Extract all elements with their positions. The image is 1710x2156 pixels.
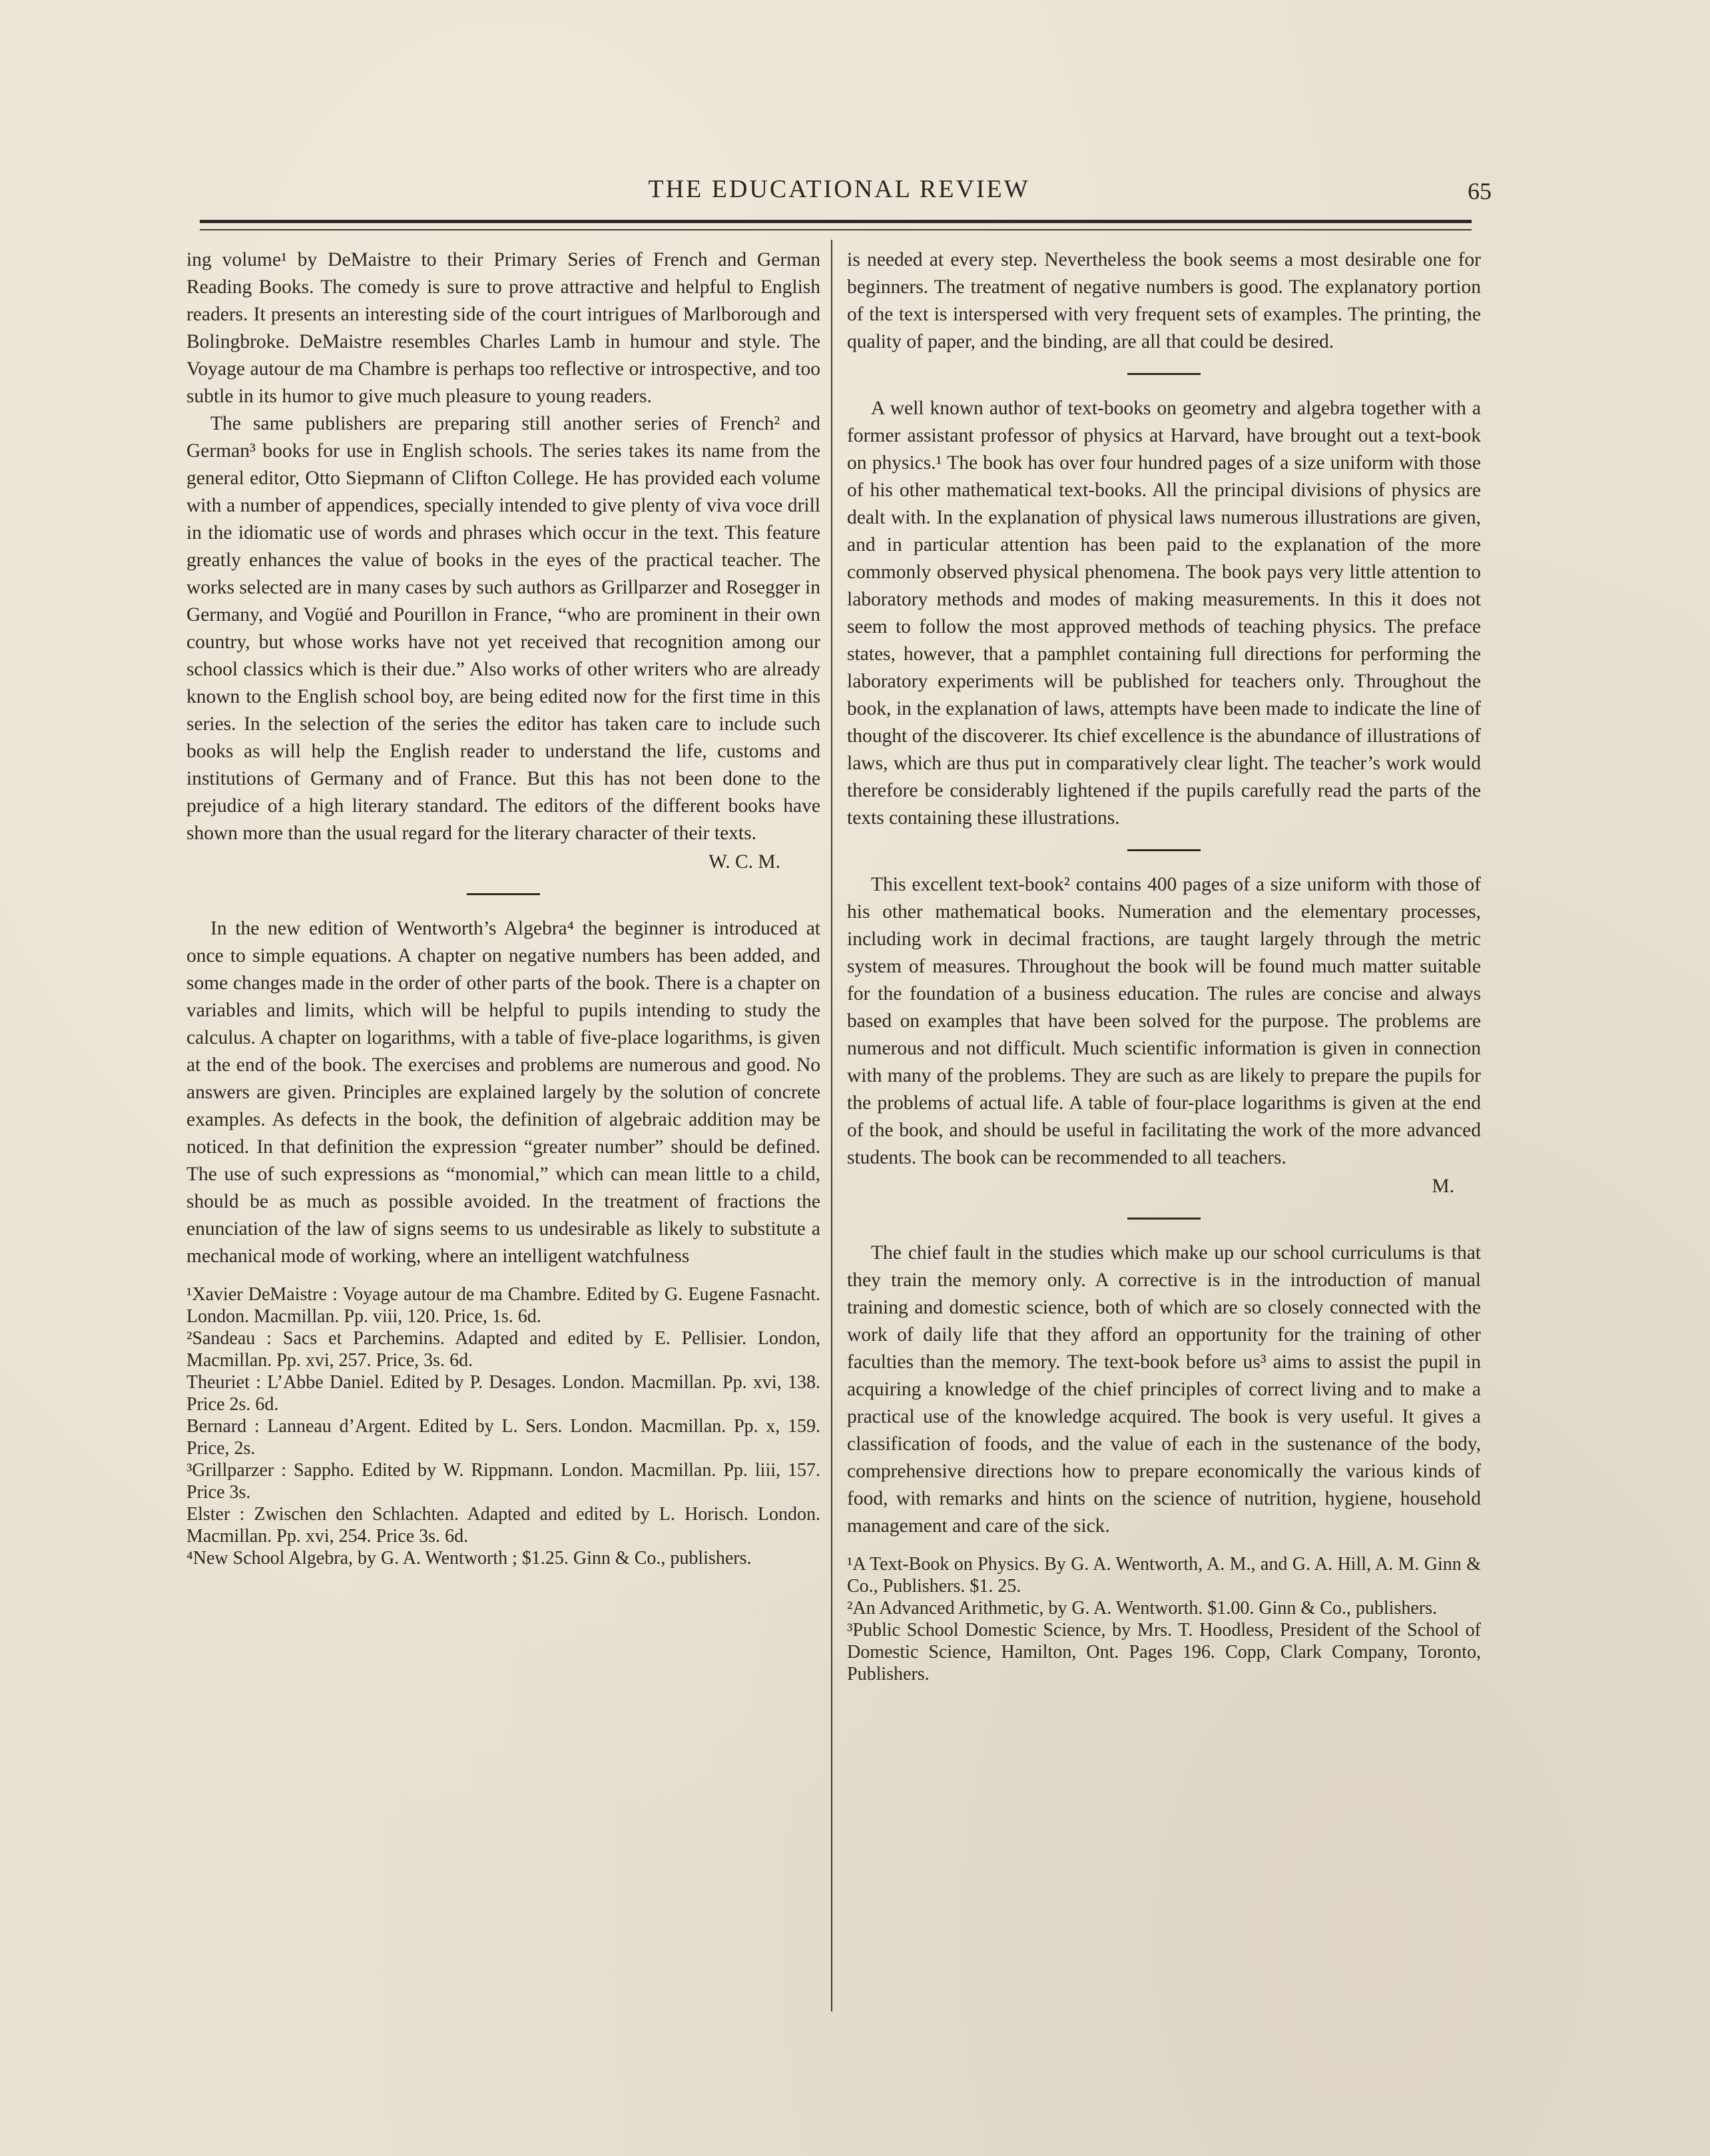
- paragraph: is needed at every step. Nevertheless the book seems a most desirable one for beginners. The treatment of negative numbers is good. The explanatory portion of the text is interspersed with very frequent sets of examples. The printing, the quality of paper, and the binding, are all that could be desired.: [847, 249, 1481, 352]
- footnote: ¹Xavier DeMaistre : Voyage autour de ma Chambre. Edited by G. Eugene Fasnacht. London. Macmillan. Pp. viii, 120. Price, 1s. 6d.: [186, 1284, 820, 1327]
- footnote: Bernard : Lanneau d’Argent. Edited by L. Sers. London. Macmillan. Pp. x, 159. Price, 2s.: [186, 1416, 820, 1459]
- right-column: [847, 246, 1481, 1685]
- section-separator: [1127, 849, 1201, 851]
- section-separator: [467, 893, 540, 895]
- left-column: [186, 246, 820, 1569]
- signature: W. C. M.: [709, 851, 780, 873]
- page-number: 65: [1468, 178, 1492, 204]
- footnote: ¹A Text-Book on Physics. By G. A. Wentworth, A. M., and G. A. Hill, A. M. Ginn & Co., Publishers. $1. 25.: [847, 1554, 1481, 1597]
- header-rule-thin: [200, 229, 1472, 230]
- running-title: THE EDUCATIONAL REVIEW: [648, 175, 1030, 203]
- footnote: ³Grillparzer : Sappho. Edited by W. Rippmann. London. Macmillan. Pp. liii, 157. Price 3s.: [186, 1460, 820, 1503]
- section-separator: [1127, 1218, 1201, 1220]
- paragraph: The chief fault in the studies which make up our school curriculums is that they train the memory only. A corrective is in the introduction of manual training and domestic science, both of which are so closely connected with the work of daily life that they afford an opportunity for the training of other faculties than the memory. The text-book before us³ aims to assist the pupil in acquiring a knowledge of the chief principles of correct living and to make a practical use of the knowledge acquired. The book is very useful. It gives a classification of foods, and the value of each in the sustenance of the body, comprehensive directions how to prepare economically the various kinds of food, with remarks and hints on the science of nutrition, hygiene, household management and care of the sick.: [847, 1242, 1481, 1537]
- page-header: [186, 175, 1492, 208]
- footnote: ⁴New School Algebra, by G. A. Wentworth ; $1.25. Ginn & Co., publishers.: [186, 1548, 752, 1569]
- footnote: ²An Advanced Arithmetic, by G. A. Wentworth. $1.00. Ginn & Co., publishers.: [847, 1598, 1437, 1618]
- section-separator: [1127, 373, 1201, 375]
- paragraph: This excellent text-book² contains 400 pages of a size uniform with those of his other mathematical books. Numeration and the elementary processes, including work in decimal fractions, are taught largely through the metric system of measures. Throughout the book will be found much matter suitable for the foundation of a business education. The rules are concise and always based on examples that have been solved for the purpose. The problems are numerous and not difficult. Much scientific information is given in connection with many of the problems. They are such as are likely to prepare the pupils for the problems of actual life. A table of four-place logarithms is given at the end of the book, and should be useful in facilitating the work of the more advanced students. The book can be recommended to all teachers.: [847, 874, 1481, 1168]
- paragraph: The same publishers are preparing still another series of French² and German³ books for use in English schools. The series takes its name from the general editor, Otto Siepmann of Clifton College. He has provided each volume with a number of appendices, specially intended to give plenty of viva voce drill in the idiomatic use of words and phrases which occur in the text. This feature greatly enhances the value of books in the eyes of the practical teacher. The works selected are in many cases by such authors as Grillparzer and Rosegger in Germany, and Vogüé and Pourillon in France, “who are prominent in their own country, but whose works have not yet received that recognition among our school classics which is their due.” Also works of other writers who are already known to the English school boy, are being edited now for the first time in this series. In the selection of the series the editor has taken care to include such books as will help the English reader to understand the life, customs and institutions of Germany and of France. But this has not been done to the prejudice of a high literary standard. The editors of the different books have shown more than the usual regard for the literary character of their texts.: [186, 413, 820, 844]
- footnote: ³Public School Domestic Science, by Mrs. T. Hoodless, President of the School of Domestic Science, Hamilton, Ont. Pages 196. Copp, Clark Company, Toronto, Publishers.: [847, 1620, 1481, 1684]
- paragraph: ing volume¹ by DeMaistre to their Primary Series of French and German Reading Books. The comedy is sure to prove attractive and helpful to English readers. It presents an interesting side of the court intrigues of Marlborough and Bolingbroke. DeMaistre resembles Charles Lamb in humour and style. The Voyage autour de ma Chambre is perhaps too reflective or introspective, and too subtle in its humor to give much pleasure to young readers.: [186, 249, 820, 407]
- footnote: Elster : Zwischen den Schlachten. Adapted and edited by L. Horisch. London. Macmillan. Pp. xvi, 254. Price 3s. 6d.: [186, 1504, 820, 1547]
- header-rule: [200, 220, 1472, 223]
- signature: M.: [1432, 1176, 1454, 1197]
- paragraph: In the new edition of Wentworth’s Algebra⁴ the beginner is introduced at once to simple equations. A chapter on negative numbers has been added, and some changes made in the order of other parts of the book. There is a chapter on variables and limits, which will be helpful to pupils intending to study the calculus. A chapter on logarithms, with a table of five-place logarithms, is given at the end of the book. The exercises and problems are numerous and good. No answers are given. Principles are explained largely by the solution of concrete examples. As defects in the book, the definition of algebraic addition may be noticed. In that definition the expression “greater number” should be defined. The use of such expressions as “monomial,” which can mean little to a child, should be as much as possible avoided. In the treatment of fractions the enunciation of the law of signs seems to us undesirable as likely to substitute a mechanical mode of working, where an intelligent watchfulness: [186, 918, 820, 1267]
- footnote: Theuriet : L’Abbe Daniel. Edited by P. Desages. London. Macmillan. Pp. xvi, 138. Price 2s. 6d.: [186, 1372, 820, 1415]
- footnote: ²Sandeau : Sacs et Parchemins. Adapted and edited by E. Pellisier. London, Macmillan. Pp. xvi, 257. Price, 3s. 6d.: [186, 1328, 820, 1371]
- paragraph: A well known author of text-books on geometry and algebra together with a former assistant professor of physics at Harvard, have brought out a text-book on physics.¹ The book has over four hundred pages of a size uniform with those of his other mathematical text-books. All the principal divisions of physics are dealt with. In the explanation of physical laws numerous illustrations are given, and in particular attention has been paid to the explanation of the more commonly observed physical phenomena. The book pays very little attention to laboratory methods and modes of making measurements. In this it does not seem to follow the most approved methods of teaching physics. The preface states, however, that a pamphlet containing full directions for performing the laboratory experiments will be published for teachers only. Throughout the book, in the explanation of laws, attempts have been made to indicate the line of thought of the discoverer. Its chief excellence is the abundance of illustrations of laws, which are thus put in comparatively clear light. The teacher’s work would therefore be considerably lightened if the pupils carefully read the parts of the texts containing these illustrations.: [847, 398, 1481, 829]
- column-divider: [831, 240, 832, 2011]
